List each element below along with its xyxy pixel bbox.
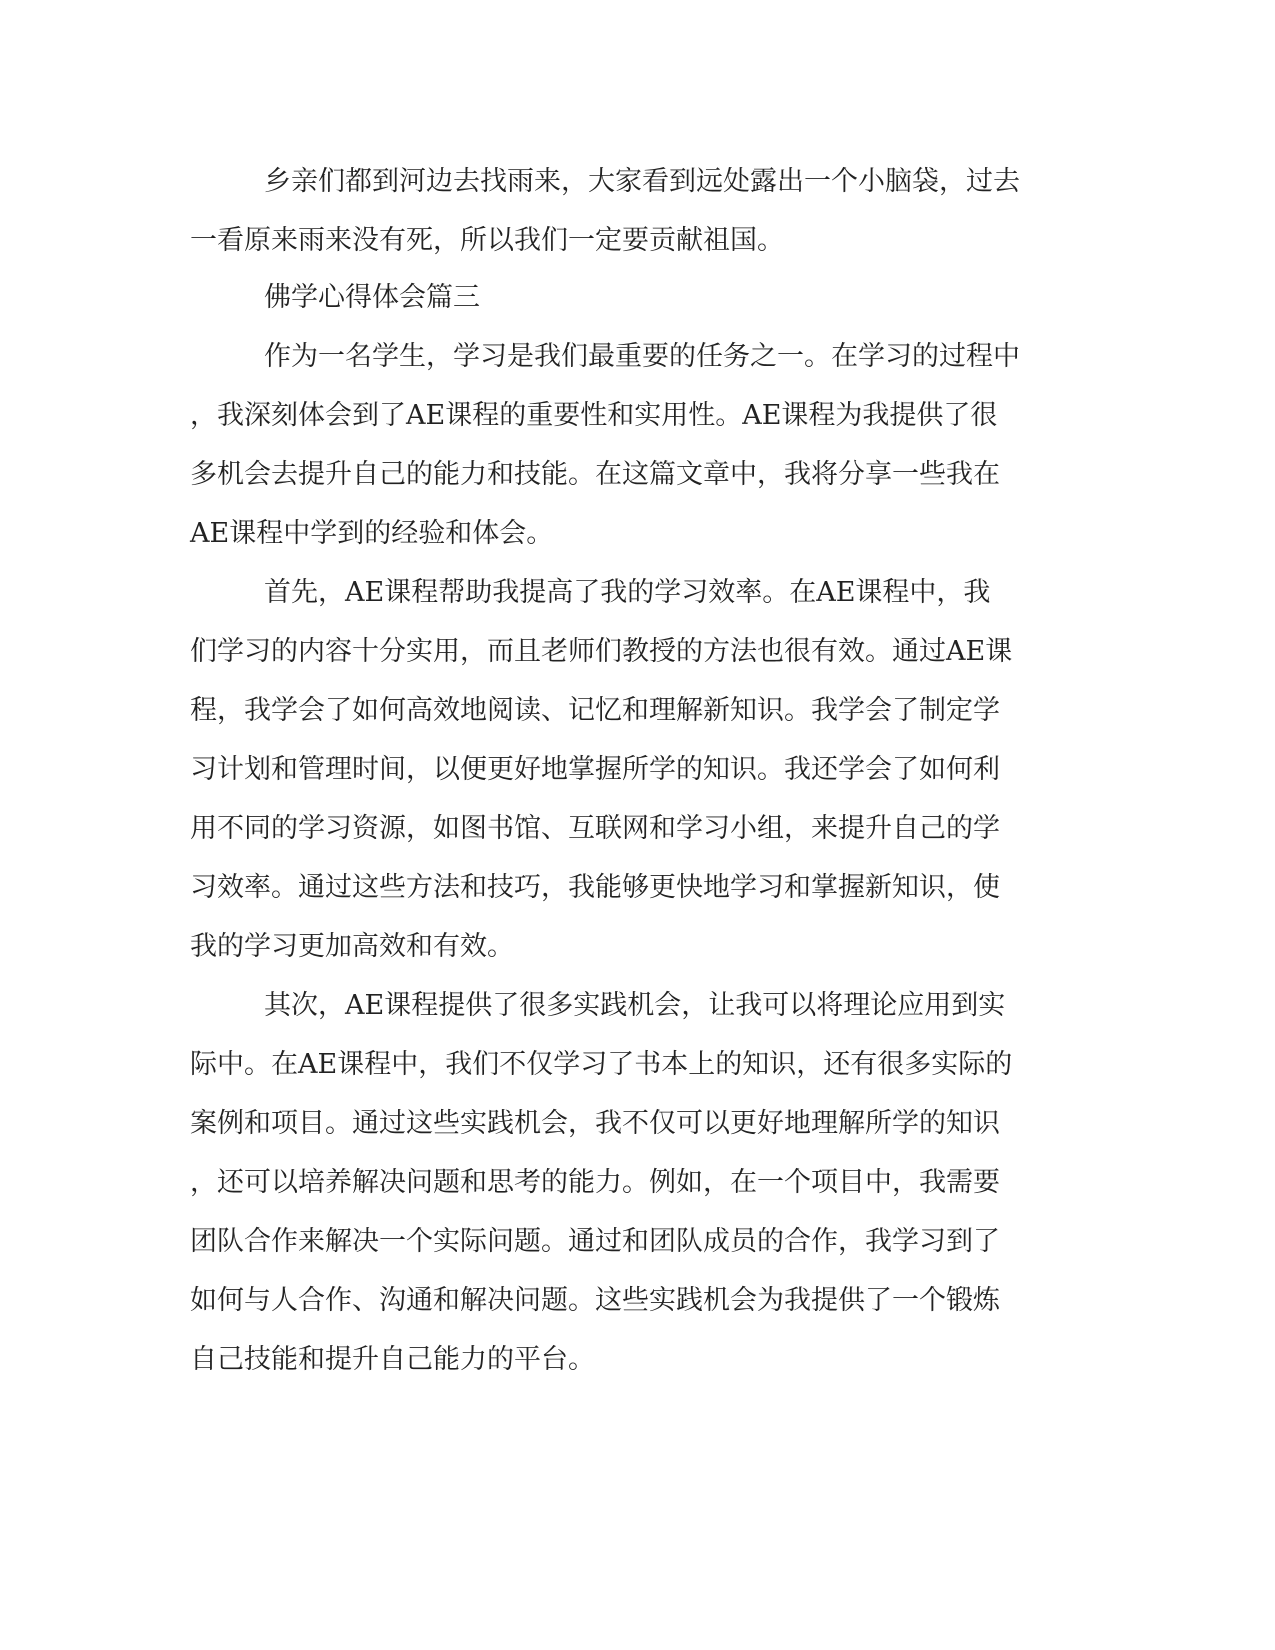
paragraph-3-line-3: 程，我学会了如何高效地阅读、记忆和理解新知识。我学会了制定学 <box>190 695 1000 726</box>
paragraph-4-line-1: 其次，AE课程提供了很多实践机会，让我可以将理论应用到实 <box>264 990 1006 1021</box>
paragraph-4-line-7: 自己技能和提升自己能力的平台。 <box>190 1344 595 1375</box>
paragraph-2-line-3: 多机会去提升自己的能力和技能。在这篇文章中，我将分享一些我在 <box>190 459 1000 490</box>
paragraph-4-line-5: 团队合作来解决一个实际问题。通过和团队成员的合作，我学习到了 <box>190 1226 1000 1257</box>
paragraph-3-line-6: 习效率。通过这些方法和技巧，我能够更快地学习和掌握新知识，使 <box>190 872 1000 903</box>
paragraph-3-line-4: 习计划和管理时间，以便更好地掌握所学的知识。我还学会了如何利 <box>190 754 1000 785</box>
paragraph-4-line-2: 际中。在AE课程中，我们不仅学习了书本上的知识，还有很多实际的 <box>190 1049 1013 1080</box>
paragraph-4-line-6: 如何与人合作、沟通和解决问题。这些实践机会为我提供了一个锻炼 <box>190 1285 1000 1316</box>
paragraph-3-line-1: 首先，AE课程帮助我提高了我的学习效率。在AE课程中，我 <box>264 577 991 608</box>
paragraph-1-line-1: 乡亲们都到河边去找雨来，大家看到远处露出一个小脑袋，过去 <box>264 166 1020 197</box>
paragraph-3-line-2: 们学习的内容十分实用，而且老师们教授的方法也很有效。通过AE课 <box>190 636 1013 667</box>
paragraph-3-line-5: 用不同的学习资源，如图书馆、互联网和学习小组，来提升自己的学 <box>190 813 1000 844</box>
paragraph-4-line-4: ，还可以培养解决问题和思考的能力。例如，在一个项目中，我需要 <box>190 1167 1000 1198</box>
paragraph-3-line-7: 我的学习更加高效和有效。 <box>190 931 514 962</box>
paragraph-4-line-3: 案例和项目。通过这些实践机会，我不仅可以更好地理解所学的知识 <box>190 1108 1000 1139</box>
paragraph-2-line-1: 作为一名学生，学习是我们最重要的任务之一。在学习的过程中 <box>264 341 1020 372</box>
paragraph-2-line-4: AE课程中学到的经验和体会。 <box>190 518 554 549</box>
paragraph-2-line-2: ，我深刻体会到了AE课程的重要性和实用性。AE课程为我提供了很 <box>190 400 998 431</box>
paragraph-1-line-2: 一看原来雨来没有死，所以我们一定要贡献祖国。 <box>190 225 784 256</box>
section-heading: 佛学心得体会篇三 <box>264 282 480 313</box>
